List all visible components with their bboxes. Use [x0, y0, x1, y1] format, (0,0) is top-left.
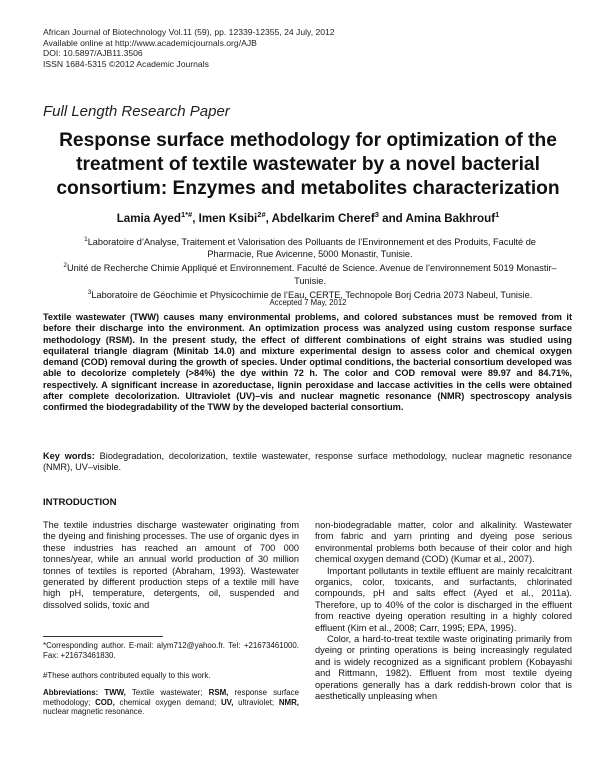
keywords-text: Biodegradation, decolorization, textile wastewater, response surface methodology, nuclear magnetic resonance (NMR), UV–visible. [43, 451, 572, 473]
paragraph: Color, a hard-to-treat textile waste originating primarily from dyeing or printing operations is being increasingly regulated and is widely recognized as a significant problem (Kobayashi and Rittmann, 1982). Effluent from most textile dyeing operations generally has a dark reddish-brown color that is aesthetically unpleasing when [315, 634, 572, 702]
author-sup: 2# [257, 210, 266, 219]
keywords-label: Key words: [43, 451, 95, 461]
abbrev-term: RSM, [208, 688, 229, 697]
abbrev-term: TWW, [104, 688, 126, 697]
abbreviations-footnote [43, 688, 299, 717]
affiliation-sup: 1 [84, 236, 88, 243]
affiliation-sup: 3 [87, 288, 92, 296]
author-name: Lamia Ayed [116, 211, 181, 225]
author-sup: 1*# [180, 210, 193, 219]
affiliation-text: Unité de Recherche Chimie Appliqué et Environnement. Faculté de Science. Avenue de l’environnement 5019 Monastir–Tunisie. [67, 263, 557, 286]
abbrev-def: ultraviolet; [233, 697, 279, 707]
abbrev-term: UV, [220, 697, 234, 707]
affiliation-text: Laboratoire d’Analyse, Traitement et Valorisation des Polluants de l’Environnement et des Produits, Faculté de Pharmacie, Rue Avicenne, 5000 Monastir, Tunisie. [87, 237, 536, 260]
abbrev-def: Textile wastewater; [125, 688, 209, 697]
keywords [43, 451, 572, 474]
abbreviations-label: Abbreviations: [43, 688, 99, 697]
author-name: Imen Ksibi [198, 211, 258, 225]
abbrev-def: nuclear magnetic resonance. [43, 707, 145, 717]
accepted-date: Accepted 7 May, 2012 [269, 298, 347, 307]
author-sup: 1 [495, 210, 500, 219]
paragraph: Important pollutants in textile effluent are mainly recalcitrant organics, color, toxicants, and surfactants, chlorinated compounds, pH and salts effect (Ayed et al., 2011a). Therefore, up to 40% of the color is discharged in the effluent from reactive dyeing operation resulting in a highly colored effluent (Kim et al., 2008; Carr, 1995; EPA, 1995). [315, 565, 572, 633]
abbrev-def: response surface methodology; [43, 688, 299, 707]
abbrev-term: NMR, [278, 697, 299, 707]
author-name: Amina Bakhrouf [405, 211, 496, 225]
journal-line: African Journal of Biotechnology Vol.11 (59), pp. 12339-12355, 24 July, 2012 [43, 27, 335, 37]
footnote-rule [43, 636, 163, 637]
affiliations [60, 234, 560, 301]
abbrev-def: chemical oxygen demand; [114, 697, 221, 707]
abbrev-term: COD, [95, 697, 115, 707]
doi-line: DOI: 10.5897/AJB11.3506 [43, 48, 143, 59]
left-column [43, 520, 299, 611]
section-heading: INTRODUCTION [43, 497, 117, 508]
author-list: Lamia Ayed$^{1*\#}$, Imen Ksibi$^{2\#}$, Abdelkarim Cheref$^3$ and Amina Bakhrouf$^1$ [116, 210, 500, 225]
right-column [315, 520, 572, 703]
affiliation [60, 234, 560, 260]
research-type: Full Length Research Paper [43, 103, 230, 120]
paper-title: Response surface methodology for optimization of the treatment of textile wastewater by a novel bacterial consortium: Enzymes and metabolites characterization [56, 130, 560, 199]
paragraph: The textile industries discharge wastewater originating from the dyeing and finishing processes. The use of organic dyes in these industries has reached an amount of 700 000 tonnes/year, while an annual world production of 30 million tonnes of textiles is reported (Abraham, 1993). Wastewater generated by different production steps of a textile mill have high pH, temperature, detergents, oil, suspended and dissolved solids, toxic and [43, 520, 299, 610]
abstract: Textile wastewater (TWW) causes many environmental problems, and colored substances must be removed from it before their discharge into the environment. An optimization process was analyzed using custom response surface methodology (RSM). In the present study, the effect of different combinations of eight strains was studied using equilateral triangle diagram (Minitab 14.0) and mixture experimental design to assess color and chemical oxygen demand (COD) removal during the growth of species. Under optimal conditions, the bacterial consortium developed was able to decolorize completely (>84%) the dye within 72 h. The color and COD removal were 89.97 and 84.71%, respectively. A significant increase in azoreductase, lignin peroxidase and laccase activities in the cells were obtained after complete decolorization. Ultraviolet (UV)–vis and nuclear magnetic resonance (NMR) spectroscopy analysis confirmed the biodegradability of the TWW by the developed bacterial consortium. [43, 312, 572, 413]
author-sup: 3 [374, 210, 379, 219]
author-name: Abdelkarim Cheref [271, 211, 375, 225]
equal-contribution-footnote: #These authors contributed equally to this work. [43, 671, 211, 680]
affiliation-text: Laboratoire de Géochimie et Physicochimie de l’Eau, CERTE, Technopole Borj Cedria 2073 Nabeul, Tunisie. [91, 290, 533, 300]
issn-line: ISSN 1684-5315 ©2012 Academic Journals [43, 58, 209, 69]
affiliation-sup: 2 [63, 262, 67, 270]
online-line: Available online at http://www.academicjournals.org/AJB [43, 37, 257, 48]
corresponding-footnote: *Corresponding author. E-mail: alym712@yahoo.fr. Tel: +21673461000. Fax: +21673461830. [43, 641, 299, 660]
paragraph: non-biodegradable matter, color and alkalinity. Wastewater from fabric and yarn printing and dyeing pose serious environmental problems both because of their color and high chemical oxygen demand (COD) (Kumar et al., 2007). [315, 520, 572, 565]
affiliation [60, 260, 560, 286]
journal-header [43, 27, 335, 69]
